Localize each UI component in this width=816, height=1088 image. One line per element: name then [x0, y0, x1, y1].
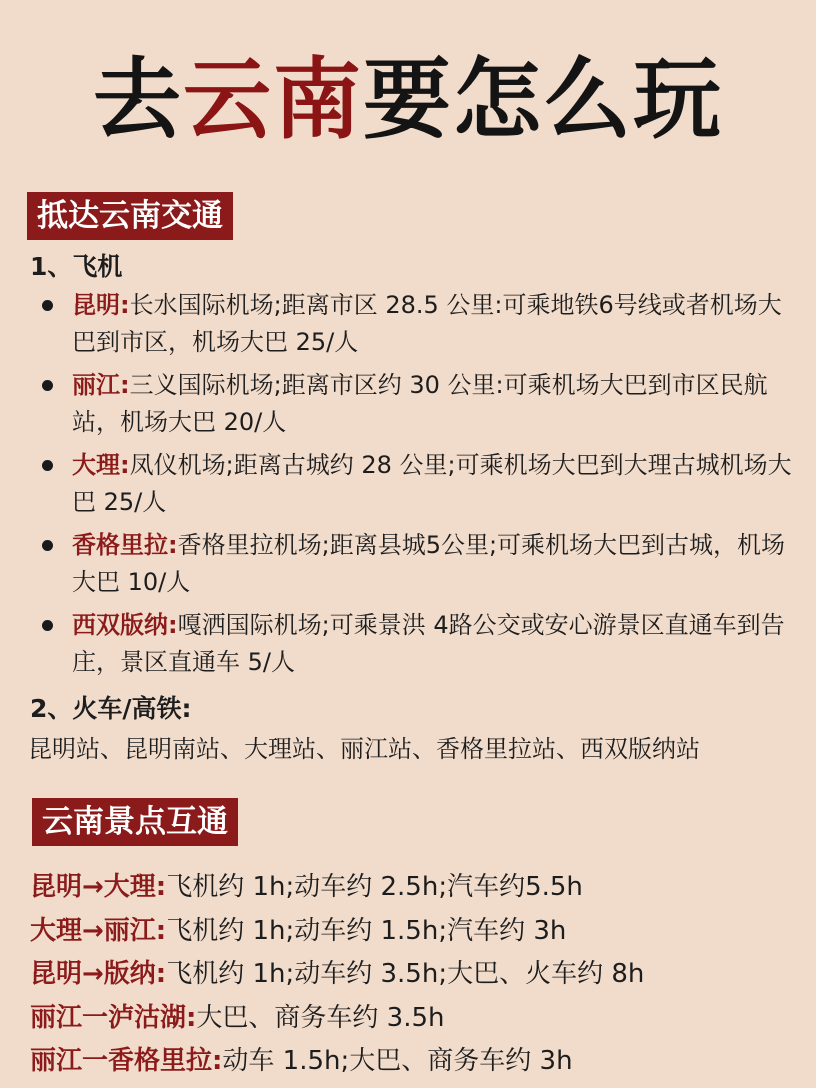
bullet-dot-icon — [42, 460, 53, 471]
plane-heading: 1、飞机 — [30, 252, 123, 281]
route-key: 丽江一香格里拉: — [30, 1046, 223, 1076]
list-item — [0, 447, 816, 521]
route-text: 飞机约 1h;动车约 1.5h;汽车约 3h — [166, 915, 567, 946]
bullet-key: 大理: — [72, 451, 130, 479]
bullet-key: 西双版纳: — [72, 611, 178, 639]
route-row — [30, 1040, 644, 1084]
section-label-arrival: 抵达云南交通 — [27, 192, 233, 240]
list-item — [0, 607, 816, 681]
bullet-dot-icon — [42, 620, 53, 631]
route-row — [30, 910, 644, 954]
route-row — [30, 953, 644, 997]
title-part-3: 要怎么玩 — [363, 48, 724, 151]
route-text: 动车 1.5h;大巴、商务车约 3h — [222, 1046, 573, 1076]
bullet-text: 三义国际机场;距离市区约 30 公里:可乘机场大巴到市区民航站，机场大巴 20/人 — [72, 371, 768, 436]
bullet-dot-icon — [42, 300, 53, 311]
route-row — [30, 866, 644, 910]
bullet-text: 长水国际机场;距离市区 28.5 公里:可乘地铁6号线或者机场大巴到市区，机场大巴 25/人 — [72, 291, 782, 356]
bullet-key: 丽江: — [72, 371, 130, 399]
route-text: 飞机约 1h;动车约 3.5h;大巴、火车约 8h — [166, 959, 645, 989]
route-key: 大理→丽江: — [30, 915, 167, 946]
title-part-1: 去 — [92, 48, 183, 151]
bullet-text: 凤仪机场;距离古城约 28 公里;可乘机场大巴到大理古城机场大巴 25/人 — [72, 451, 792, 516]
route-key: 昆明→版纳: — [30, 959, 167, 989]
list-item — [0, 367, 816, 441]
route-text: 飞机约 1h;动车约 2.5h;汽车约5.5h — [166, 872, 583, 902]
list-item — [0, 527, 816, 601]
route-list — [30, 866, 644, 1084]
section-label-routes: 云南景点互通 — [32, 798, 238, 846]
train-stations: 昆明站、昆明南站、大理站、丽江站、香格里拉站、西双版纳站 — [28, 735, 700, 763]
route-row — [30, 997, 644, 1041]
train-heading: 2、火车/高铁: — [30, 694, 192, 723]
route-key: 丽江一泸沽湖: — [30, 1002, 197, 1033]
bullet-text: 嘎洒国际机场;可乘景洪 4路公交或安心游景区直通车到告庄，景区直通车 5/人 — [72, 611, 785, 676]
page-title — [0, 50, 816, 150]
plane-list — [0, 287, 816, 687]
bullet-key: 昆明: — [72, 291, 130, 319]
list-item — [0, 287, 816, 361]
bullet-dot-icon — [42, 540, 53, 551]
route-key: 昆明→大理: — [30, 872, 167, 902]
title-part-2: 云南 — [182, 48, 363, 151]
bullet-text: 香格里拉机场;距离县城5公里;可乘机场大巴到古城，机场大巴 10/人 — [72, 531, 786, 596]
route-text: 大巴、商务车约 3.5h — [196, 1002, 445, 1033]
bullet-key: 香格里拉: — [72, 531, 178, 559]
bullet-dot-icon — [42, 380, 53, 391]
